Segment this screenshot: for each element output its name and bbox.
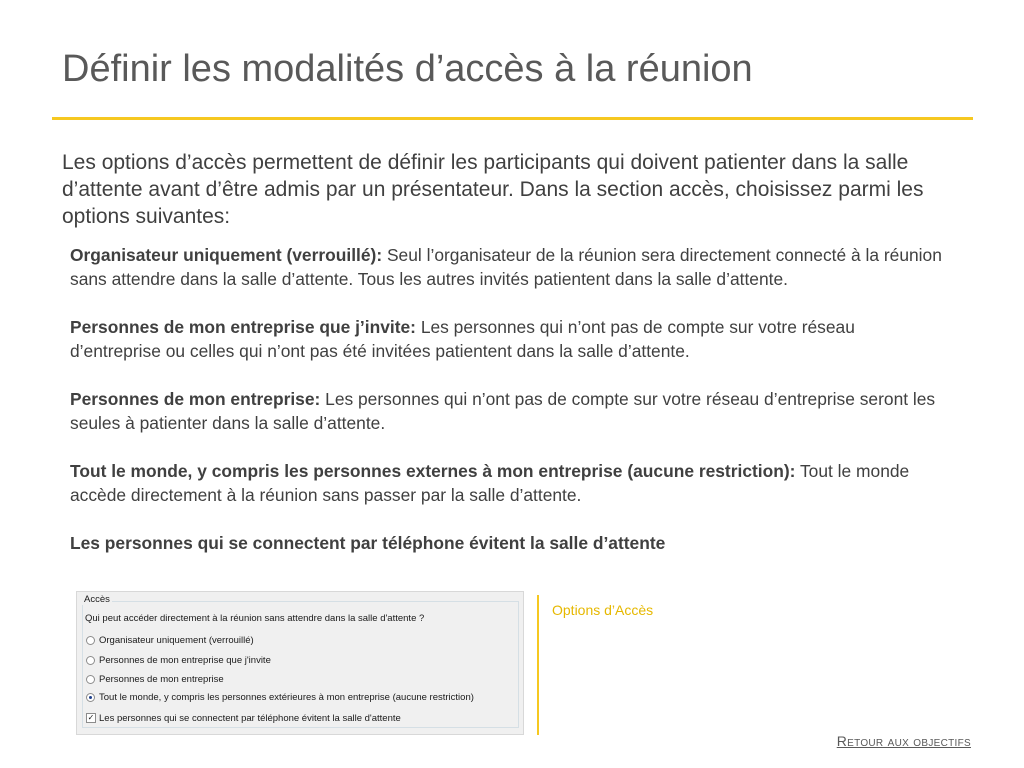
- radio-label: Personnes de mon entreprise: [99, 673, 224, 685]
- radio-button[interactable]: [86, 675, 95, 684]
- option-label: Personnes de mon entreprise:: [70, 389, 321, 409]
- checkbox-label: Les personnes qui se connectent par téléphone évitent la salle d'attente: [99, 712, 401, 724]
- option-invited-company: [70, 315, 950, 363]
- radio-label: Organisateur uniquement (verrouillé): [99, 634, 254, 646]
- radio-invited-company[interactable]: [86, 653, 271, 667]
- title-divider: [52, 117, 973, 120]
- option-text: Les personnes qui n’ont pas de compte sur votre réseau d’entreprise ou celles qui n’ont pas été invitées patientent dans la salle d’attente.: [70, 317, 855, 361]
- radio-company[interactable]: [86, 672, 224, 686]
- radio-button[interactable]: [86, 636, 95, 645]
- option-label: Personnes de mon entreprise que j’invite:: [70, 317, 416, 337]
- intro-paragraph: Les options d’accès permettent de définir les participants qui doivent patienter dans la salle d’attente avant d’être admis par un présentateur. Dans la section accès, choisissez parmi les options suivantes:: [62, 151, 924, 228]
- access-options-list: [70, 243, 950, 555]
- checkbox-checked-icon[interactable]: ✓: [87, 713, 95, 722]
- radio-button[interactable]: [86, 656, 95, 665]
- page-title: Définir les modalités d’accès à la réunion: [62, 48, 753, 90]
- checkbox-phone-bypass[interactable]: [86, 711, 401, 725]
- back-to-objectives-link[interactable]: Retour aux objectifs: [836, 733, 971, 749]
- option-label: Les personnes qui se connectent par téléphone évitent la salle d’attente: [70, 533, 666, 553]
- option-label: Tout le monde, y compris les personnes externes à mon entreprise (aucune restriction):: [70, 461, 796, 481]
- option-text: Seul l’organisateur de la réunion sera directement connecté à la réunion sans attendre dans la salle d’attente. Tous les autres invités patientent dans la salle d’attente.: [70, 245, 942, 289]
- access-question: Qui peut accéder directement à la réunion sans attendre dans la salle d'attente ?: [85, 613, 425, 624]
- radio-label: Tout le monde, y compris les personnes extérieures à mon entreprise (aucune restriction): [99, 691, 474, 703]
- option-label: Organisateur uniquement (verrouillé):: [70, 245, 383, 265]
- access-dialog-screenshot: [76, 591, 524, 735]
- radio-everyone[interactable]: [86, 690, 474, 704]
- radio-button-selected[interactable]: [86, 693, 95, 702]
- option-company: [70, 387, 950, 435]
- option-organizer-only: [70, 243, 950, 291]
- access-group-label: Accès: [84, 594, 110, 605]
- figure-caption: Options d’Accès: [552, 602, 654, 618]
- option-everyone: [70, 459, 950, 507]
- radio-label: Personnes de mon entreprise que j'invite: [99, 654, 271, 666]
- radio-organizer-only[interactable]: [86, 633, 254, 647]
- option-text: Les personnes qui n’ont pas de compte sur votre réseau d’entreprise seront les seules à patienter dans la salle d’attente.: [70, 389, 936, 433]
- caption-divider: [537, 595, 539, 735]
- option-phone-bypass: [70, 531, 950, 555]
- option-text: Tout le monde accède directement à la réunion sans passer par la salle d’attente.: [70, 461, 910, 505]
